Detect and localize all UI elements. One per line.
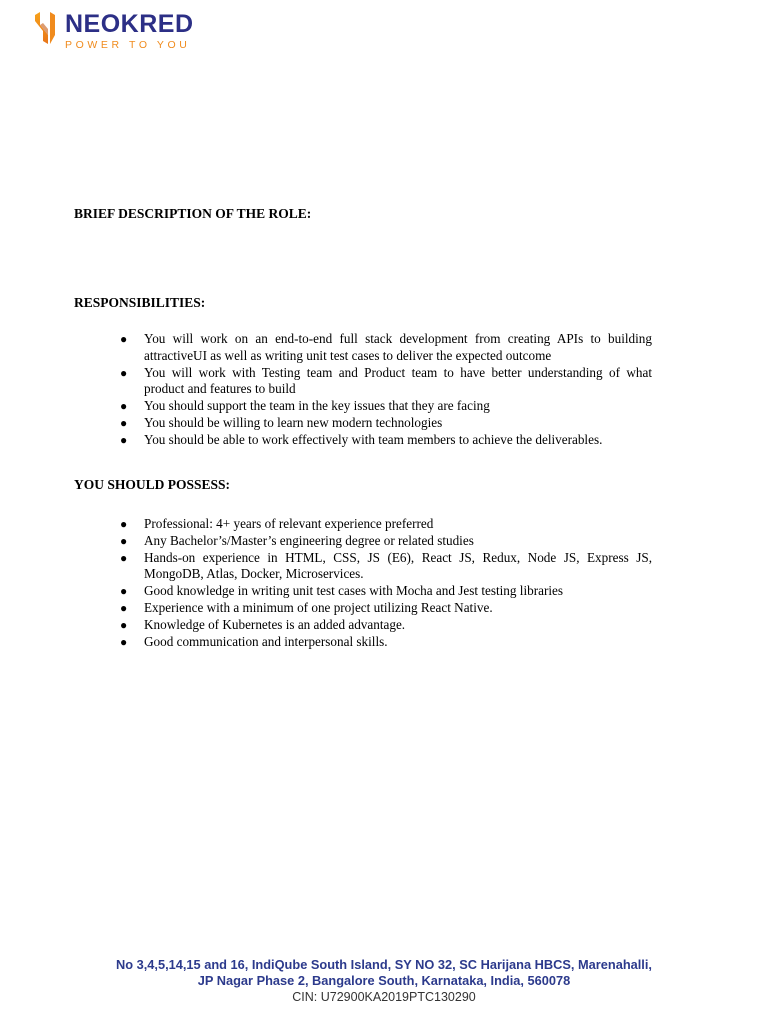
list-item: ● You will work with Testing team and Product team to have better understanding of what product and features to build	[120, 364, 652, 397]
list-item: ● Hands-on experience in HTML, CSS, JS (E6), React JS, Redux, Node JS, Express JS, MongoDB, Atlas, Docker, Microservices.	[120, 549, 652, 582]
neokred-logo-icon	[33, 11, 57, 45]
bullet-icon: ●	[120, 617, 128, 632]
list-item: ● Knowledge of Kubernetes is an added advantage.	[120, 616, 406, 632]
list-item: ● Experience with a minimum of one project utilizing React Native.	[120, 599, 493, 615]
brand-name: NEOKRED	[65, 10, 194, 38]
footer-address-line-2: JP Nagar Phase 2, Bangalore South, Karnataka, India, 560078	[197, 973, 571, 988]
list-item: ● You should support the team in the key issues that they are facing	[120, 398, 490, 414]
responsibilities-list	[116, 331, 652, 449]
list-item: ● Professional: 4+ years of relevant experience preferred	[120, 516, 434, 531]
company-logo	[33, 10, 194, 54]
list-item: ● You should be willing to learn new modern technologies	[120, 414, 443, 430]
bullet-icon: ●	[120, 634, 128, 649]
bullet-icon: ●	[120, 600, 128, 615]
list-item: ● You will work on an end-to-end full stack development from creating APIs to building attractiveUI as well as writing unit test cases to deliver the expected outcome	[120, 331, 652, 363]
possess-heading: YOU SHOULD POSSESS:	[74, 477, 231, 492]
footer-address-line-1: No 3,4,5,14,15 and 16, IndiQube South Island, SY NO 32, SC Harijana HBCS, Marenahalli,	[116, 957, 652, 972]
bullet-icon: ●	[120, 399, 128, 414]
brand-tagline: POWER TO YOU	[65, 39, 191, 51]
bullet-icon: ●	[120, 415, 128, 430]
brief-description-heading: BRIEF DESCRIPTION OF THE ROLE:	[74, 206, 312, 221]
bullet-icon: ●	[120, 332, 128, 346]
footer-cin: CIN: U72900KA2019PTC130290	[292, 990, 476, 1004]
bullet-icon: ●	[120, 533, 128, 548]
list-item: ● Good knowledge in writing unit test cases with Mocha and Jest testing libraries	[120, 583, 563, 599]
list-item: ● Good communication and interpersonal skills.	[120, 633, 388, 649]
bullet-icon: ●	[120, 432, 128, 447]
bullet-icon: ●	[120, 550, 128, 565]
list-item: ● You should be able to work effectively with team members to achieve the deliverables.	[120, 431, 603, 447]
bullet-icon: ●	[120, 365, 128, 380]
bullet-icon: ●	[120, 517, 128, 531]
list-item: ● Any Bachelor’s/Master’s engineering degree or related studies	[120, 532, 474, 548]
bullet-icon: ●	[120, 584, 128, 599]
page-footer	[0, 957, 768, 1005]
possess-list	[116, 516, 652, 650]
responsibilities-heading: RESPONSIBILITIES:	[74, 295, 206, 310]
